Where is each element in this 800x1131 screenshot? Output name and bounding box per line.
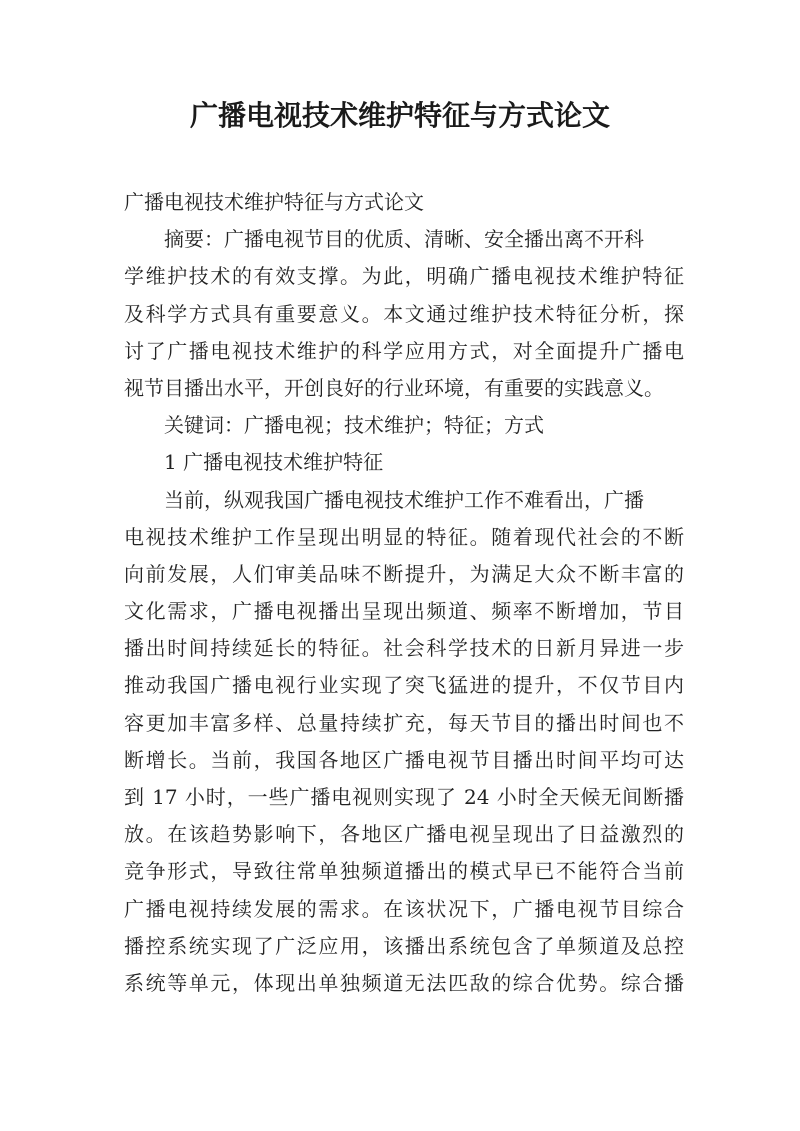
abstract-line: 视节目播出水平，开创良好的行业环境，有重要的实践意义。 bbox=[124, 375, 664, 400]
section-heading: 1 广播电视技术维护特征 bbox=[164, 450, 384, 475]
paragraph-line: 容更加丰富多样、总量持续扩充，每天节目的播出时间也不 bbox=[124, 710, 684, 735]
abstract-line: 摘要：广播电视节目的优质、清晰、安全播出离不开科 bbox=[164, 227, 644, 252]
body-subtitle-line: 广播电视技术维护特征与方式论文 bbox=[124, 190, 424, 214]
paragraph-line: 当前，纵观我国广播电视技术维护工作不难看出，广播 bbox=[164, 487, 644, 512]
document-body bbox=[124, 184, 684, 1002]
abstract-line: 学维护技术的有效支撑。为此，明确广播电视技术维护特征 bbox=[124, 264, 684, 289]
paragraph-line: 向前发展，人们审美品味不断提升，为满足大众不断丰富的 bbox=[124, 561, 684, 586]
paragraph-line: 广播电视持续发展的需求。在该状况下，广播电视节目综合 bbox=[124, 896, 684, 921]
paragraph-line: 竞争形式，导致往常单独频道播出的模式早已不能符合当前 bbox=[124, 859, 684, 884]
paragraph-line: 推动我国广播电视行业实现了突飞猛进的提升，不仅节目内 bbox=[124, 673, 684, 698]
paragraph-line: 放。在该趋势影响下，各地区广播电视呈现出了日益激烈的 bbox=[124, 822, 684, 847]
abstract-line: 及科学方式具有重要意义。本文通过维护技术特征分析，探 bbox=[124, 301, 684, 326]
paragraph-line: 系统等单元，体现出单独频道无法匹敌的综合优势。综合播 bbox=[124, 970, 684, 995]
paragraph-line: 电视技术维护工作呈现出明显的特征。随着现代社会的不断 bbox=[124, 524, 684, 549]
abstract-line: 讨了广播电视技术维护的科学应用方式，对全面提升广播电 bbox=[124, 338, 684, 363]
document-title: 广播电视技术维护特征与方式论文 bbox=[189, 99, 610, 132]
paragraph-line: 播出时间持续延长的特征。社会科学技术的日新月异进一步 bbox=[124, 636, 684, 661]
keywords-line: 关键词：广播电视；技术维护；特征；方式 bbox=[164, 413, 544, 438]
paragraph-line: 播控系统实现了广泛应用，该播出系统包含了单频道及总控 bbox=[124, 933, 684, 958]
paragraph-line: 断增长。当前，我国各地区广播电视节目播出时间平均可达 bbox=[124, 747, 684, 772]
paragraph-line: 文化需求，广播电视播出呈现出频道、频率不断增加，节目 bbox=[124, 599, 684, 624]
paragraph-line: 到 17 小时，一些广播电视则实现了 24 小时全天候无间断播 bbox=[124, 785, 684, 809]
